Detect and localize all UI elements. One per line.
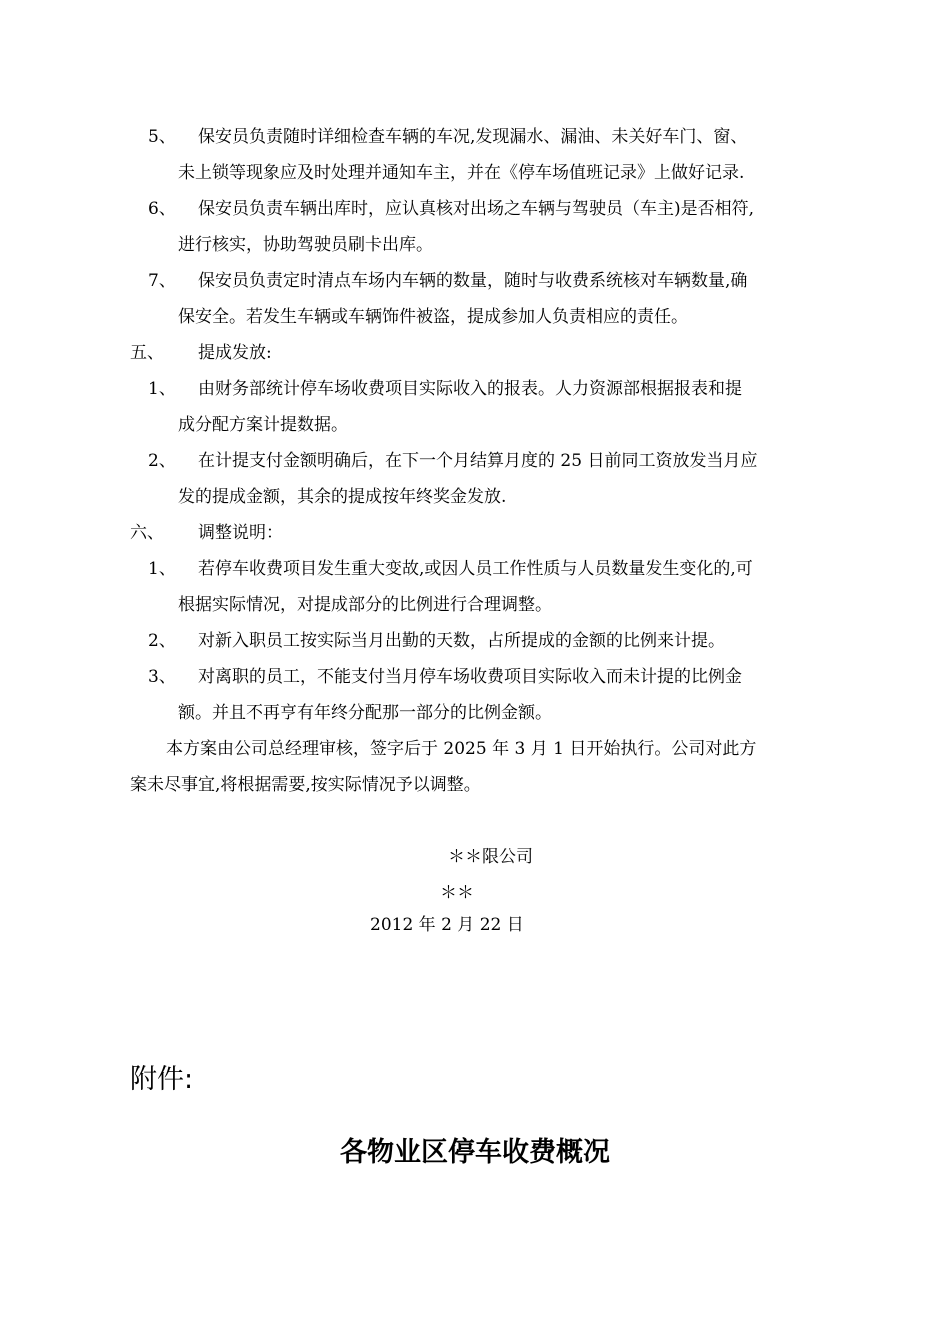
item-number: 1、 [148, 559, 176, 579]
paragraph-line: 根据实际情况，对提成部分的比例进行合理调整。 [178, 595, 552, 615]
closing-paragraph-line: 案未尽事宜,将根据需要,按实际情况予以调整。 [130, 775, 481, 795]
item-number: 3、 [148, 667, 176, 687]
section-number: 五、 [130, 343, 164, 363]
attachment-label: 附件: [130, 1064, 194, 1095]
section-heading: 调整说明： [198, 523, 283, 543]
item-number: 6、 [148, 199, 176, 219]
paragraph-line: 未上锁等现象应及时处理并通知车主，并在《停车场值班记录》上做好记录. [178, 163, 745, 183]
paragraph-line: 保安员负责随时详细检查车辆的车况,发现漏水、漏油、未关好车门、窗、 [198, 127, 748, 147]
paragraph-line: 保安员负责车辆出库时，应认真核对出场之车辆与驾驶员（车主)是否相符, [198, 199, 755, 219]
paragraph-line: 若停车收费项目发生重大变故,或因人员工作性质与人员数量发生变化的,可 [198, 559, 753, 579]
item-number: 5、 [148, 127, 176, 147]
item-number: 7、 [148, 271, 176, 291]
item-number: 2、 [148, 451, 176, 471]
closing-paragraph-line: 本方案由公司总经理审核，签字后于 2025 年 3 月 1 日开始执行。公司对此方 [166, 739, 757, 759]
signature-date: 2012 年 2 月 22 日 [370, 915, 524, 935]
paragraph-line: 在计提支付金额明确后，在下一个月结算月度的 25 日前同工资放发当月应 [198, 451, 758, 471]
attachment-title: 各物业区停车收费概况 [340, 1137, 610, 1168]
paragraph-line: 额。并且不再亨有年终分配那一部分的比例金额。 [178, 703, 552, 723]
signature-stars: ＊＊ [440, 883, 474, 903]
paragraph-line: 发的提成金额，其余的提成按年终奖金发放. [178, 487, 507, 507]
paragraph-line: 保安员负责定时清点车场内车辆的数量，随时与收费系统核对车辆数量,确 [198, 271, 748, 291]
item-number: 2、 [148, 631, 176, 651]
paragraph-line: 保安全。若发生车辆或车辆饰件被盗，提成参加人负责相应的责任。 [178, 307, 688, 327]
paragraph-line: 对新入职员工按实际当月出勤的天数，占所提成的金额的比例来计提。 [198, 631, 725, 651]
section-heading: 提成发放: [198, 343, 272, 363]
paragraph-line: 进行核实，协助驾驶员刷卡出库。 [178, 235, 433, 255]
section-number: 六、 [130, 523, 164, 543]
item-number: 1、 [148, 379, 176, 399]
company-signature: ＊＊限公司 [448, 847, 533, 867]
paragraph-line: 对离职的员工，不能支付当月停车场收费项目实际收入而未计提的比例金 [198, 667, 742, 687]
paragraph-line: 由财务部统计停车场收费项目实际收入的报表。人力资源部根据报表和提 [198, 379, 742, 399]
paragraph-line: 成分配方案计提数据。 [178, 415, 348, 435]
